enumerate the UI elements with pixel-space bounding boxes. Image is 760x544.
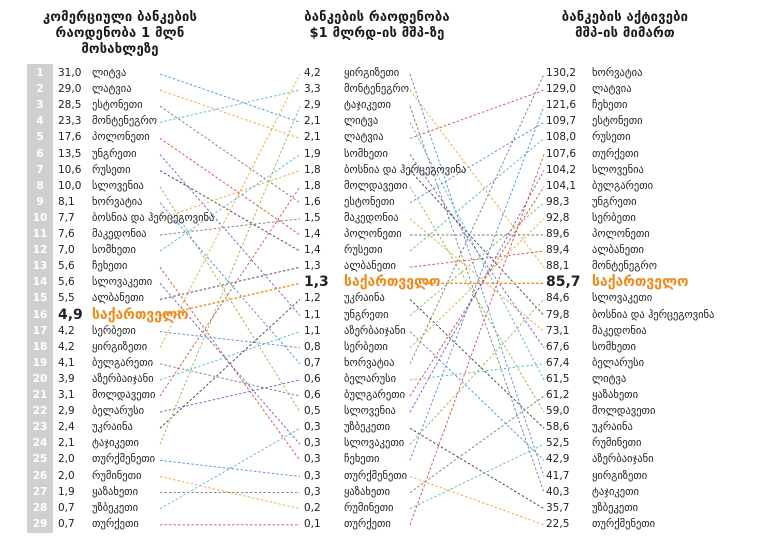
country-label: რუსეთი [92,163,131,176]
rank-number: 16 [32,308,48,321]
value-label: 1,1 [304,308,321,321]
value-label: 4,9 [58,306,83,323]
rank-number: 11 [32,228,48,240]
country-label: ლიტვა [344,115,379,128]
country-label: მოლდავეთი [344,179,408,192]
country-label: ჩეხეთი [92,260,128,273]
rank-number: 14 [32,276,48,289]
connector-line-2-3 [410,171,544,413]
value-label: 0,8 [304,340,321,353]
rank-number: 24 [32,437,48,450]
connector-line-2-3 [410,396,544,493]
country-label: ხორვატია [344,356,395,369]
country-label: ყაზახეთი [592,389,639,401]
country-label: ტაჯიკეთი [344,99,391,112]
connector-line-1-2 [160,380,300,412]
value-label: 31,0 [58,67,82,79]
country-label: პოლონეთი [92,131,150,144]
connector-line-1-2 [160,364,300,396]
value-label: 109,7 [546,115,577,128]
country-label: მაკედონია [92,228,147,240]
country-label: ბელარუსი [92,405,145,418]
rank-number: 1 [36,67,44,79]
value-label: 1,3 [304,260,321,273]
rank-number: 22 [32,405,48,418]
column-1-header-line: კომერციული ბანკების [42,10,198,25]
country-label: უკრაინა [344,292,385,305]
column-3-header-line: მშპ-ის მიმართ [575,26,675,41]
value-label: 107,6 [546,147,577,160]
value-label: 0,7 [304,356,321,369]
value-label: 5,6 [58,260,75,273]
rank-number: 7 [36,163,44,176]
country-label: უკრაინა [592,421,633,434]
connector-line-2-3 [410,332,544,461]
rank-number: 19 [32,356,48,369]
value-label: 92,8 [546,211,570,224]
value-label: 84,6 [546,292,570,305]
country-label: ლიტვა [592,372,627,385]
value-label: 2,1 [58,437,75,450]
value-label: 28,5 [58,99,82,112]
country-label: ესტონეთი [344,195,395,208]
rank-number: 23 [32,421,48,434]
country-label: ბულგარეთი [92,356,154,369]
value-label: 1,3 [304,274,329,291]
country-label: მოლდავეთი [592,405,656,418]
value-label: 1,4 [304,228,321,240]
country-label: თურქეთი [344,517,391,530]
value-label: 17,6 [58,131,82,144]
value-label: 2,9 [304,99,321,112]
value-label: 41,7 [546,469,570,482]
country-label: უნგრეთი [592,195,637,208]
country-label: მონტენეგრო [592,260,657,273]
value-label: 7,6 [58,228,75,240]
country-label: ყაზახეთი [344,485,391,498]
value-label: 4,2 [304,67,321,79]
value-label: 98,3 [546,195,570,208]
rank-number: 29 [32,517,48,530]
country-label: პოლონეთი [592,228,650,240]
country-label: სერბეთი [592,211,636,224]
value-label: 4,2 [58,340,75,353]
country-label: რუმინეთი [592,437,642,450]
rank-number: 3 [36,99,44,112]
value-label: 1,5 [304,211,321,224]
country-label: ყირგიზეთი [92,340,148,353]
rank-number: 20 [32,372,48,385]
value-label: 4,1 [58,356,75,369]
value-label: 3,1 [58,389,75,401]
connector-line-1-2 [160,90,300,122]
country-label: ჩეხეთი [592,99,628,112]
rank-number: 12 [32,244,48,257]
country-label: რუსეთი [344,244,383,257]
value-label: 0,2 [304,501,321,514]
value-label: 22,5 [546,517,570,530]
value-label: 1,9 [58,485,75,498]
value-label: 1,1 [304,324,321,337]
connector-line-2-3 [410,171,544,316]
country-label: აზერბაიჯანი [92,372,154,385]
value-label: 108,0 [546,131,577,144]
connector-line-2-3 [410,90,544,138]
rank-number: 17 [32,324,48,337]
country-label: სლოვაკეთი [592,292,653,305]
connector-line-2-3 [410,155,544,525]
country-label: სერბეთი [344,340,388,353]
connector-line-2-3 [410,444,544,508]
country-label: სლოვაკეთი [92,276,153,289]
value-label: 1,4 [304,244,321,257]
country-label: ესტონეთი [92,99,143,112]
country-label: მაკედონია [592,324,647,337]
value-label: 79,8 [546,308,570,321]
value-label: 67,6 [546,340,570,353]
value-label: 67,4 [546,356,570,369]
value-label: 0,3 [304,421,321,434]
rank-number: 15 [32,292,48,305]
country-label: მონტენეგრო [92,115,157,128]
value-label: 1,8 [304,179,321,192]
country-label: აზერბაიჯანი [344,324,406,337]
country-label: ბოსნია და ჰერცეგოვინა [592,308,715,321]
value-label: 1,2 [304,292,321,305]
country-label: სომხეთი [92,244,136,257]
country-label: ლატვია [344,131,384,144]
column-2-header-line: ბანკების რაოდენობა [304,10,450,25]
value-label: 7,0 [58,244,75,257]
country-label: სლოვენია [344,405,396,418]
value-label: 35,7 [546,501,570,514]
value-label: 104,2 [546,163,577,176]
value-label: 5,6 [58,276,75,289]
value-label: 1,6 [304,195,321,208]
value-label: 2,9 [58,405,75,418]
rank-number: 4 [36,115,44,128]
value-label: 0,3 [304,469,321,482]
country-label: უნგრეთი [344,308,389,321]
connector-line-2-3 [410,477,544,525]
country-label: ხორვატია [92,195,143,208]
rank-number: 2 [36,83,44,96]
country-label: ესტონეთი [592,115,643,128]
connector-line-1-2 [160,155,300,252]
country-label: ყირგიზეთი [592,469,648,482]
connector-line-2-3 [410,187,544,396]
country-label: ტაჯიკეთი [592,485,639,498]
country-label: ყაზახეთი [92,485,139,498]
country-label: აზერბაიჯანი [592,453,654,466]
value-label: 104,1 [546,179,577,192]
value-label: 2,1 [304,115,321,128]
value-label: 2,0 [58,469,75,482]
value-label: 10,0 [58,179,82,192]
country-label: უზბეკეთი [592,501,639,514]
rank-number: 9 [36,195,44,208]
value-label: 61,2 [546,389,570,401]
value-label: 42,9 [546,453,570,466]
country-label: ხორვატია [592,67,643,79]
country-label: ბულგარეთი [344,389,406,401]
rank-number: 5 [36,131,44,144]
value-label: 0,3 [304,453,321,466]
country-label: მაკედონია [344,211,399,224]
rank-number: 13 [32,260,48,273]
value-label: 0,7 [58,501,75,514]
country-label: ბულგარეთი [592,179,654,192]
column-3-header-line: ბანკების აქტივები [561,10,689,25]
value-label: 0,3 [304,485,321,498]
value-label: 88,1 [546,260,570,273]
country-label: რუსეთი [592,131,631,144]
value-label: 2,0 [58,453,75,466]
value-label: 5,5 [58,292,75,305]
country-label: ლიტვა [92,67,127,79]
value-label: 40,3 [546,485,570,498]
country-label: უზბეკეთი [344,421,391,434]
country-label: ალბანეთი [592,244,644,257]
value-label: 89,6 [546,228,570,240]
value-label: 1,8 [304,163,321,176]
country-label: ალბანეთი [92,292,144,305]
connector-line-2-3 [410,138,544,251]
value-label: 2,4 [58,421,75,434]
value-label: 61,5 [546,372,570,385]
value-label: 0,3 [304,437,321,450]
connector-line-1-2 [160,428,300,509]
country-label: ბელარუსი [344,372,397,385]
value-label: 0,7 [58,517,75,530]
value-label: 58,6 [546,421,570,434]
country-label: ბოსნია და ჰერცეგოვინა [344,163,467,176]
country-label: პოლონეთი [344,228,402,240]
value-label: 3,9 [58,372,75,385]
country-label: თურქეთი [592,147,639,160]
value-label: 3,3 [304,83,321,96]
value-label: 10,6 [58,163,82,176]
country-label: სომხეთი [592,340,636,353]
value-label: 4,2 [58,324,75,337]
country-label: სლოვენია [592,163,644,176]
value-label: 23,3 [58,115,82,128]
connector-line-1-2 [160,106,300,444]
country-label: მოლდავეთი [92,389,156,401]
country-label: სლოვენია [92,179,144,192]
country-label: ყირგიზეთი [344,67,400,79]
country-label: ტაჯიკეთი [92,437,139,450]
country-label: ბელარუსი [592,356,645,369]
value-label: 0,1 [304,517,321,530]
connector-line-1-2 [160,106,300,203]
connector-line-1-2 [160,203,300,364]
country-label: ალბანეთი [344,260,396,273]
value-label: 130,2 [546,67,577,79]
country-label: რუმინეთი [92,469,142,482]
column-1-header-line: მოსახლეზე [81,42,159,57]
column-1-header-line: რაოდენობა 1 მლნ [55,26,185,41]
rank-number: 8 [36,179,44,192]
value-label: 89,4 [546,244,570,257]
rank-number: 26 [32,469,48,482]
value-label: 0,6 [304,389,321,401]
rank-number: 27 [32,485,48,498]
rank-number: 25 [32,453,48,466]
value-label: 85,7 [546,274,581,291]
value-label: 29,0 [58,83,82,96]
country-label: თურქეთი [92,517,139,530]
country-label: ლატვია [592,83,632,96]
value-label: 0,5 [304,405,321,418]
value-label: 73,1 [546,324,570,337]
connector-line-1-2 [160,460,300,476]
rank-number: 21 [32,389,48,401]
value-label: 129,0 [546,83,577,96]
rank-number: 6 [36,147,44,160]
value-label: 8,1 [58,195,75,208]
connector-line-1-2 [160,332,300,380]
connector-line-1-2 [160,155,300,316]
country-label: ბოსნია და ჰერცეგოვინა [92,211,215,224]
country-label: საქართველო [344,274,441,291]
country-label: საქართველო [592,274,689,291]
rank-number: 10 [32,211,48,224]
value-label: 0,6 [304,372,321,385]
country-label: უზბეკეთი [92,501,139,514]
country-label: უნგრეთი [92,147,137,160]
country-label: სლოვაკეთი [344,437,405,450]
country-label: უკრაინა [92,421,133,434]
value-label: 13,5 [58,147,82,160]
value-label: 121,6 [546,99,577,112]
country-label: ლატვია [92,83,132,96]
connector-line-2-3 [410,187,544,412]
value-label: 59,0 [546,405,570,418]
value-label: 1,9 [304,147,321,160]
country-label: სომხეთი [344,147,388,160]
connector-line-2-3 [410,74,544,364]
country-label: სერბეთი [92,324,136,337]
country-label: ჩეხეთი [344,453,380,466]
country-label: თურქმენეთი [92,453,156,466]
rank-number: 18 [32,340,48,353]
value-label: 52,5 [546,437,570,450]
country-label: რუმინეთი [344,501,394,514]
rank-number: 28 [32,501,48,514]
country-label: მონტენეგრო [344,83,409,96]
value-label: 2,1 [304,131,321,144]
connector-line-1-2 [160,267,300,299]
column-2-header-line: $1 მლრდ-ის მშპ-ზე [309,26,445,41]
country-label: საქართველო [92,306,189,323]
country-label: თურქმენეთი [344,469,408,482]
value-label: 7,7 [58,211,75,224]
country-label: თურქმენეთი [592,517,656,530]
